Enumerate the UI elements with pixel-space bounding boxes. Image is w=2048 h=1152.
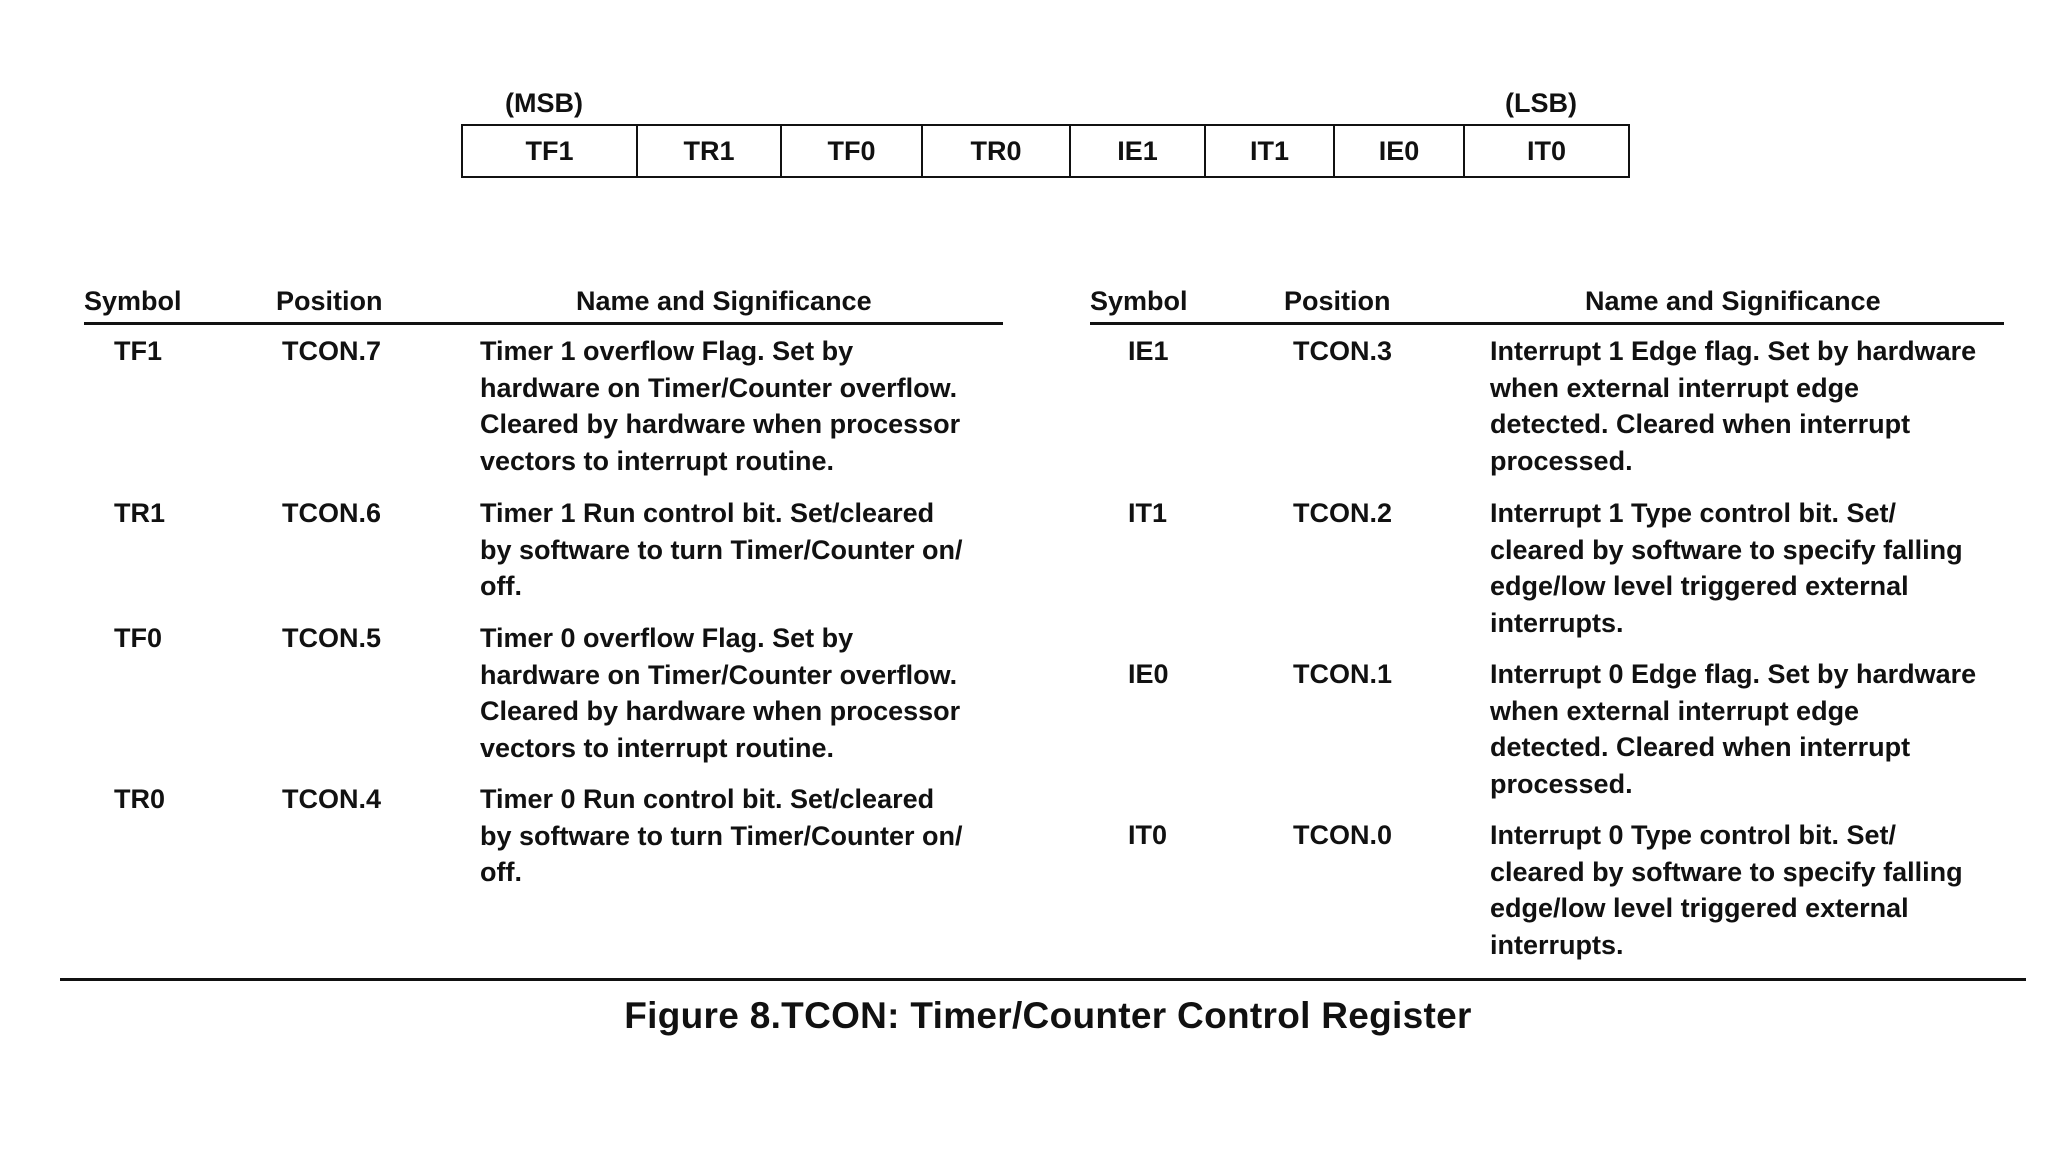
lsb-label: (LSB)	[1505, 88, 1577, 118]
left-table-header	[84, 282, 1002, 324]
position-cell: TCON.2	[1293, 498, 1393, 528]
bottom-rule	[60, 978, 2026, 981]
position-cell: TCON.3	[1293, 336, 1393, 366]
description-cell: Timer 1 Run control bit. Set/cleared by software to turn Timer/Counter on/ off.	[480, 498, 963, 601]
symbol-header: Symbol	[84, 286, 182, 316]
right-table-header	[1090, 282, 2004, 324]
symbol-cell: IT0	[1128, 820, 1168, 850]
symbol-cell: TR1	[114, 498, 166, 528]
register-bit-6: TR1	[638, 126, 782, 176]
register-bit-7: TF1	[463, 126, 638, 176]
register-bit-1: IE0	[1335, 126, 1465, 176]
description-cell: Interrupt 1 Edge flag. Set by hardware when external interrupt edge detected. Cleared when interrupt processed.	[1490, 336, 1977, 476]
msb-label: (MSB)	[505, 88, 583, 118]
left-description-table	[84, 282, 1002, 887]
register-bit-4: TR0	[923, 126, 1071, 176]
symbol-cell: IE1	[1128, 336, 1169, 366]
register-bit-0: IT0	[1526, 135, 1566, 166]
header-rule	[1090, 322, 2004, 325]
description-cell: Interrupt 1 Type control bit. Set/ cleared by software to specify falling edge/low level triggered external interrupts.	[1490, 498, 1963, 638]
symbol-cell: TF0	[114, 623, 163, 653]
symbol-cell: IE0	[1128, 659, 1169, 689]
position-cell: TCON.1	[1293, 659, 1393, 689]
position-cell: TCON.0	[1293, 820, 1393, 850]
description-cell: Timer 1 overflow Flag. Set by hardware on Timer/Counter overflow. Cleared by hardware when processor vectors to interrupt routine.	[480, 336, 961, 476]
symbol-cell: TR0	[114, 784, 166, 814]
description-cell: Interrupt 0 Type control bit. Set/ cleared by software to specify falling edge/low level triggered external interrupts.	[1490, 820, 1963, 960]
position-header: Position	[1284, 286, 1391, 316]
register-bit-3: IE1	[1071, 126, 1206, 176]
position-cell: TCON.4	[282, 784, 382, 814]
position-cell: TCON.6	[282, 498, 382, 528]
register-bit-5: TF0	[782, 126, 923, 176]
symbol-cell: TF1	[114, 336, 163, 366]
description-cell: Interrupt 0 Edge flag. Set by hardware when external interrupt edge detected. Cleared when interrupt processed.	[1490, 659, 1977, 799]
position-header: Position	[276, 286, 383, 316]
right-description-table	[1090, 282, 2004, 960]
description-cell: Timer 0 overflow Flag. Set by hardware on Timer/Counter overflow. Cleared by hardware when processor vectors to interrupt routine.	[480, 623, 961, 763]
symbol-header: Symbol	[1090, 286, 1188, 316]
description-cell: Timer 0 Run control bit. Set/cleared by software to turn Timer/Counter on/ off.	[480, 784, 963, 887]
header-rule	[84, 322, 1003, 325]
name-header: Name and Significance	[1585, 286, 1881, 316]
figure-caption: Figure 8.TCON: Timer/Counter Control Register	[624, 995, 1472, 1036]
position-cell: TCON.5	[282, 623, 382, 653]
name-header: Name and Significance	[576, 286, 872, 316]
register-bit-diagram	[461, 124, 1630, 178]
register-bit-2: IT1	[1206, 126, 1335, 176]
position-cell: TCON.7	[282, 336, 382, 366]
symbol-cell: IT1	[1128, 498, 1168, 528]
